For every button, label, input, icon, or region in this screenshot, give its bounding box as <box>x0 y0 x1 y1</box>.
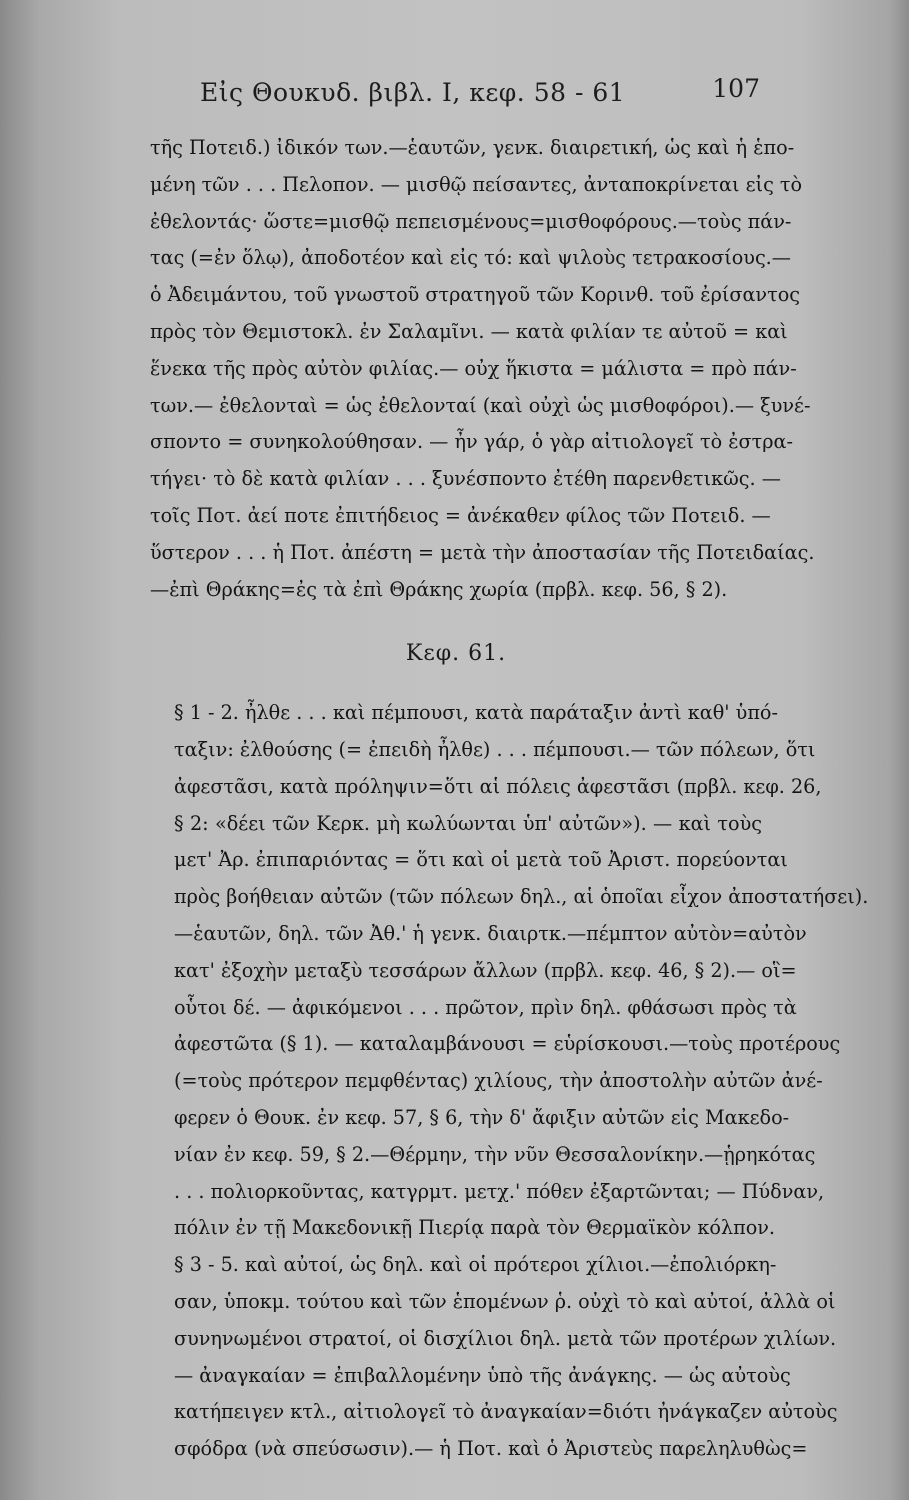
text-line: —ἑαυτῶν, δηλ. τῶν Ἀθ.' ἡ γενκ. διαιρτκ.—πέμπτον αὐτὸν=αὐτὸν <box>174 921 807 945</box>
text-line: τας (=ἐν ὅλῳ), ἀποδοτέον καὶ εἰς τό: καὶ ψιλοὺς τετρακοσίους.— <box>150 246 791 270</box>
commentary-paragraph-2 <box>150 695 869 1247</box>
text-line: § 2: «δέει τῶν Κερκ. μὴ κωλύωνται ὑπ' αὐτῶν»). — καὶ τοὺς <box>174 811 762 835</box>
text-line: μετ' Ἀρ. ἐπιπαριόντας = ὅτι καὶ οἱ μετὰ τοῦ Ἀριστ. πορεύονται <box>174 848 788 872</box>
text-line: τῆς Ποτειδ.) ἰδικόν των.—ἑαυτῶν, γενκ. διαιρετική, ὡς καὶ ἡ ἑπο- <box>150 136 795 159</box>
text-line: κατ' ἐξοχὴν μεταξὺ τεσσάρων ἄλλων (πρβλ. κεφ. 46, § 2).— οἳ= <box>174 958 797 982</box>
text-line: . . . πολιορκοῦντας, κατγρμτ. μετχ.' πόθεν ἐξαρτῶνται; — Πύδναν, <box>174 1179 825 1203</box>
text-line: πρὸς βοήθειαν αὐτῶν (τῶν πόλεων δηλ., αἱ ὁποῖαι εἶχον ἀποστατήσει). <box>174 885 869 909</box>
text-line: § 3 - 5. καὶ αὐτοί, ὡς δηλ. καὶ οἱ πρότεροι χίλιοι.—ἐπολιόρκη- <box>174 1253 777 1277</box>
text-line: ἀφεστᾶσι, κατὰ πρόληψιν=ὅτι αἱ πόλεις ἀφεστᾶσι (πρβλ. κεφ. 26, <box>174 774 822 798</box>
text-line: νίαν ἐν κεφ. 59, § 2.—Θέρμην, τὴν νῦν Θεσσαλονίκην.—ᾑρηκότας <box>174 1142 816 1166</box>
text-line: τήγει· τὸ δὲ κατὰ φιλίαν . . . ξυνέσποντο ἐτέθη παρενθετικῶς. — <box>150 467 781 491</box>
body-text <box>150 130 869 1468</box>
text-line: φερεν ὁ Θουκ. ἐν κεφ. 57, § 6, τὴν δ' ἄφιξιν αὐτῶν εἰς Μακεδο- <box>174 1105 790 1129</box>
text-line: σαν, ὑποκμ. τούτου καὶ τῶν ἑπομένων ῥ. οὐχὶ τὸ καὶ αὐτοί, ἀλλὰ οἱ <box>174 1289 836 1313</box>
text-line: ταξιν: ἐλθούσης (= ἐπειδὴ ἦλθε) . . . πέμπουσι.— τῶν πόλεων, ὅτι <box>174 737 816 761</box>
text-line: (=τοὺς πρότερον πεμφθέντας) χιλίους, τὴν ἀποστολὴν αὐτῶν ἀνέ- <box>174 1069 823 1093</box>
text-line: τοῖς Ποτ. ἀεί ποτε ἐπιτήδειος = ἀνέκαθεν φίλος τῶν Ποτειδ. — <box>150 503 771 527</box>
text-line: ἐθελοντάς· ὥστε=μισθῷ πεπεισμένους=μισθοφόρους.—τοὺς πάν- <box>150 209 792 233</box>
page-number: 107 <box>712 74 760 103</box>
section-heading: Κεφ. 61. <box>405 641 507 667</box>
text-line: των.— ἐθελονταὶ = ὡς ἐθελονταί (καὶ οὐχὶ ὡς μισθοφόροι).— ξυνέ- <box>150 393 811 417</box>
text-line: συνηνωμένοι στρατοί, οἱ δισχίλιοι δηλ. μετὰ τῶν προτέρων χιλίων. <box>174 1326 837 1350</box>
running-head <box>130 72 760 116</box>
text-line: ὕστερον . . . ἡ Ποτ. ἀπέστη = μετὰ τὴν ἀποστασίαν τῆς Ποτειδαίας. <box>150 540 815 564</box>
text-line: ὁ Ἀδειμάντου, τοῦ γνωστοῦ στρατηγοῦ τῶν Κορινθ. τοῦ ἐρίσαντος <box>150 283 801 307</box>
text-line: σφόδρα (νὰ σπεύσωσιν).— ἡ Ποτ. καὶ ὁ Ἀριστεὺς παρεληλυθὼς= <box>174 1437 808 1461</box>
text-line: πρὸς τὸν Θεμιστοκλ. ἐν Σαλαμῖνι. — κατὰ φιλίαν τε αὐτοῦ = καὶ <box>150 319 788 343</box>
text-line: — ἀναγκαίαν = ἐπιβαλλομένην ὑπὸ τῆς ἀνάγκης. — ὡς αὐτοὺς <box>174 1363 791 1387</box>
commentary-paragraph-3 <box>150 1247 838 1468</box>
text-line: § 1 - 2. ἦλθε . . . καὶ πέμπουσι, κατὰ παράταξιν ἀντὶ καθ' ὑπό- <box>174 701 778 725</box>
text-line: οὗτοι δέ. — ἀφικόμενοι . . . πρῶτον, πρὶν δηλ. φθάσωσι πρὸς τὰ <box>174 995 797 1019</box>
text-line: μένη τῶν . . . Πελοπον. — μισθῷ πείσαντες, ἀνταποκρίνεται εἰς τὸ <box>150 172 803 196</box>
running-title: Εἰς Θουκυδ. βιβλ. Ι, κεφ. 58 - 61 <box>200 78 626 107</box>
text-line: —ἐπὶ Θράκης=ἐς τὰ ἐπὶ Θράκης χωρία (πρβλ. κεφ. 56, § 2). <box>150 577 728 601</box>
text-line: ἕνεκα τῆς πρὸς αὐτὸν φιλίας.— οὐχ ἥκιστα = μάλιστα = πρὸ πάν- <box>150 356 797 380</box>
text-line: ἀφεστῶτα (§ 1). — καταλαμβάνουσι = εὑρίσκουσι.—τοὺς προτέρους <box>174 1032 841 1056</box>
text-line: σποντο = συνηκολούθησαν. — ἦν γάρ, ὁ γὰρ αἰτιολογεῖ τὸ ἐστρα- <box>150 430 793 454</box>
commentary-paragraph-1 <box>150 130 815 608</box>
text-line: κατήπειγεν κτλ., αἰτιολογεῖ τὸ ἀναγκαίαν=διότι ἠνάγκαζεν αὐτοὺς <box>174 1400 838 1424</box>
text-line: πόλιν ἐν τῇ Μακεδονικῇ Πιερίᾳ παρὰ τὸν Θερμαϊκὸν κόλπον. <box>174 1216 776 1240</box>
